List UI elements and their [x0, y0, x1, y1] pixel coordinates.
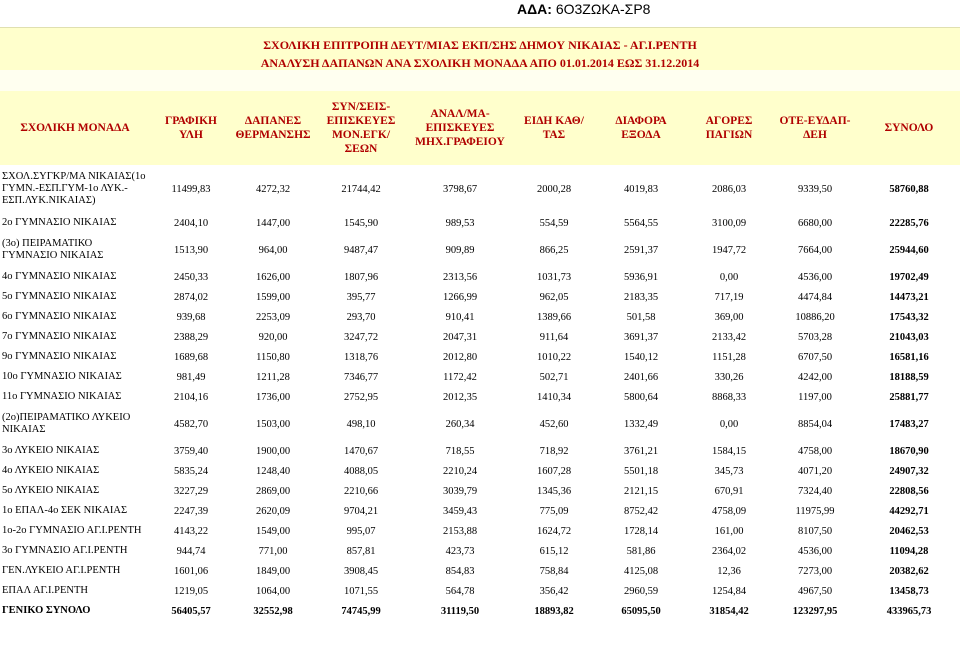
- row-total-cell: 14473,21: [858, 287, 960, 307]
- value-cell: 1151,28: [686, 347, 772, 367]
- value-cell: 909,89: [408, 233, 512, 267]
- value-cell: 2210,24: [408, 461, 512, 481]
- school-name-cell: 2ο ΓΥΜΝΑΣΙΟ ΝΙΚΑΙΑΣ: [0, 213, 150, 233]
- value-cell: 718,92: [512, 441, 596, 461]
- school-name-cell: 5ο ΓΥΜΝΑΣΙΟ ΝΙΚΑΙΑΣ: [0, 287, 150, 307]
- value-cell: 502,71: [512, 367, 596, 387]
- value-cell: 4758,09: [686, 501, 772, 521]
- value-cell: 866,25: [512, 233, 596, 267]
- value-cell: 2012,80: [408, 347, 512, 367]
- row-total-cell: 25881,77: [858, 387, 960, 407]
- table-row: [0, 561, 960, 581]
- value-cell: 2012,35: [408, 387, 512, 407]
- value-cell: 717,19: [686, 287, 772, 307]
- value-cell: 0,00: [686, 407, 772, 441]
- value-cell: 981,49: [150, 367, 232, 387]
- value-cell: 2253,09: [232, 307, 314, 327]
- value-cell: 1513,90: [150, 233, 232, 267]
- value-cell: 964,00: [232, 233, 314, 267]
- value-cell: 8752,42: [596, 501, 686, 521]
- grand-total-sum-cell: 433965,73: [858, 601, 960, 621]
- value-cell: 4474,84: [772, 287, 858, 307]
- value-cell: 4019,83: [596, 165, 686, 213]
- value-cell: 4242,00: [772, 367, 858, 387]
- value-cell: 939,68: [150, 307, 232, 327]
- value-cell: 8868,33: [686, 387, 772, 407]
- value-cell: 5936,91: [596, 267, 686, 287]
- school-name-cell: 1ο-2ο ΓΥΜΝΑΣΙΟ ΑΓ.Ι.ΡΕΝΤΗ: [0, 521, 150, 541]
- value-cell: 2104,16: [150, 387, 232, 407]
- value-cell: 1470,67: [314, 441, 408, 461]
- value-cell: 452,60: [512, 407, 596, 441]
- table-row: [0, 347, 960, 367]
- value-cell: 3759,40: [150, 441, 232, 461]
- value-cell: 2752,95: [314, 387, 408, 407]
- value-cell: 2086,03: [686, 165, 772, 213]
- value-cell: 4536,00: [772, 541, 858, 561]
- value-cell: 330,26: [686, 367, 772, 387]
- ada-label: ΑΔΑ:: [517, 1, 552, 17]
- value-cell: 8107,50: [772, 521, 858, 541]
- value-cell: 1503,00: [232, 407, 314, 441]
- value-cell: 2401,66: [596, 367, 686, 387]
- value-cell: 4758,00: [772, 441, 858, 461]
- value-cell: 5800,64: [596, 387, 686, 407]
- value-cell: 2620,09: [232, 501, 314, 521]
- header-spacer: [0, 70, 960, 91]
- value-cell: 4143,22: [150, 521, 232, 541]
- value-cell: 1624,72: [512, 521, 596, 541]
- value-cell: 1248,40: [232, 461, 314, 481]
- value-cell: 1172,42: [408, 367, 512, 387]
- school-name-cell: ΓΕΝ.ΛΥΚΕΙΟ ΑΓ.Ι.ΡΕΝΤΗ: [0, 561, 150, 581]
- value-cell: 1071,55: [314, 581, 408, 601]
- school-name-cell: (3ο) ΠΕΙΡΑΜΑΤΙΚΟ ΓΥΜΝΑΣΙΟ ΝΙΚΑΙΑΣ: [0, 233, 150, 267]
- table-body: [0, 165, 960, 621]
- value-cell: 501,58: [596, 307, 686, 327]
- school-name-cell: 5ο ΛΥΚΕΙΟ ΝΙΚΑΙΑΣ: [0, 481, 150, 501]
- value-cell: 1849,00: [232, 561, 314, 581]
- value-cell: 857,81: [314, 541, 408, 561]
- school-name-cell: 9ο ΓΥΜΝΑΣΙΟ ΝΙΚΑΙΑΣ: [0, 347, 150, 367]
- value-cell: 2313,56: [408, 267, 512, 287]
- row-total-cell: 22808,56: [858, 481, 960, 501]
- col-misc: ΔΙΑΦΟΡΑ ΕΞΟΔΑ: [596, 91, 686, 165]
- school-name-cell: (2ο)ΠΕΙΡΑΜΑΤΙΚΟ ΛΥΚΕΙΟ ΝΙΚΑΙΑΣ: [0, 407, 150, 441]
- value-cell: 8854,04: [772, 407, 858, 441]
- value-cell: 2247,39: [150, 501, 232, 521]
- row-total-cell: 18670,90: [858, 441, 960, 461]
- value-cell: 2869,00: [232, 481, 314, 501]
- value-cell: 395,77: [314, 287, 408, 307]
- expense-sheet: [0, 27, 960, 621]
- value-cell: 1549,00: [232, 521, 314, 541]
- table-row: [0, 441, 960, 461]
- value-cell: 1332,49: [596, 407, 686, 441]
- table-row: [0, 327, 960, 347]
- value-cell: 1031,73: [512, 267, 596, 287]
- value-cell: 854,83: [408, 561, 512, 581]
- value-cell: 2874,02: [150, 287, 232, 307]
- value-cell: 2591,37: [596, 233, 686, 267]
- row-total-cell: 22285,76: [858, 213, 960, 233]
- value-cell: 1219,05: [150, 581, 232, 601]
- col-office-equipment: ΑΝΑΛ/ΜΑ-ΕΠΙΣΚΕΥΕΣ ΜΗΧ.ΓΡΑΦΕΙΟΥ: [408, 91, 512, 165]
- value-cell: 2133,42: [686, 327, 772, 347]
- table-row: [0, 541, 960, 561]
- value-cell: 1010,22: [512, 347, 596, 367]
- value-cell: 2000,28: [512, 165, 596, 213]
- value-cell: 7346,77: [314, 367, 408, 387]
- col-cleaning: ΕΙΔΗ ΚΑΘ/ΤΑΣ: [512, 91, 596, 165]
- row-total-cell: 16581,16: [858, 347, 960, 367]
- report-header: [0, 27, 960, 70]
- value-cell: 21744,42: [314, 165, 408, 213]
- value-cell: 11499,83: [150, 165, 232, 213]
- value-cell: 1947,72: [686, 233, 772, 267]
- grand-total-value-cell: 74745,99: [314, 601, 408, 621]
- value-cell: 5703,28: [772, 327, 858, 347]
- grand-total-value-cell: 65095,50: [596, 601, 686, 621]
- value-cell: 4967,50: [772, 581, 858, 601]
- value-cell: 7324,40: [772, 481, 858, 501]
- value-cell: 369,00: [686, 307, 772, 327]
- expense-table: [0, 91, 960, 621]
- value-cell: 910,41: [408, 307, 512, 327]
- value-cell: 1389,66: [512, 307, 596, 327]
- value-cell: 3459,43: [408, 501, 512, 521]
- value-cell: 1601,06: [150, 561, 232, 581]
- value-cell: 3227,29: [150, 481, 232, 501]
- value-cell: 554,59: [512, 213, 596, 233]
- row-total-cell: 19702,49: [858, 267, 960, 287]
- value-cell: 4582,70: [150, 407, 232, 441]
- value-cell: 9339,50: [772, 165, 858, 213]
- value-cell: 758,84: [512, 561, 596, 581]
- value-cell: 2364,02: [686, 541, 772, 561]
- value-cell: 1626,00: [232, 267, 314, 287]
- value-cell: 5501,18: [596, 461, 686, 481]
- value-cell: 1064,00: [232, 581, 314, 601]
- table-row: [0, 367, 960, 387]
- committee-title: ΣΧΟΛΙΚΗ ΕΠΙΤΡΟΠΗ ΔΕΥΤ/ΜΙΑΣ ΕΚΠ/ΣΗΣ ΔΗΜΟΥ ΝΙΚΑΙΑΣ - ΑΓ.Ι.ΡΕΝΤΗ: [263, 38, 697, 52]
- col-total: ΣΥΝΟΛΟ: [858, 91, 960, 165]
- table-row: [0, 481, 960, 501]
- value-cell: 7273,00: [772, 561, 858, 581]
- value-cell: 4125,08: [596, 561, 686, 581]
- school-name-cell: ΣΧΟΛ.ΣΥΓΚΡ/ΜΑ ΝΙΚΑΙΑΣ(1ο ΓΥΜΝ.-ΕΣΠ.ΓΥΜ-1ο ΛΥΚ.-ΕΣΠ.ΛΥΚ.ΝΙΚΑΙΑΣ): [0, 165, 150, 213]
- table-row: [0, 407, 960, 441]
- value-cell: 2388,29: [150, 327, 232, 347]
- value-cell: 293,70: [314, 307, 408, 327]
- value-cell: 775,09: [512, 501, 596, 521]
- value-cell: 3908,45: [314, 561, 408, 581]
- school-name-cell: 10ο ΓΥΜΝΑΣΙΟ ΝΙΚΑΙΑΣ: [0, 367, 150, 387]
- grand-total-value-cell: 32552,98: [232, 601, 314, 621]
- value-cell: 11975,99: [772, 501, 858, 521]
- col-fixed-assets: ΑΓΟΡΕΣ ΠΑΓΙΩΝ: [686, 91, 772, 165]
- value-cell: 1254,84: [686, 581, 772, 601]
- table-row: [0, 233, 960, 267]
- col-utilities: ΟΤΕ-ΕΥΔΑΠ-ΔΕΗ: [772, 91, 858, 165]
- value-cell: 581,86: [596, 541, 686, 561]
- table-row: [0, 387, 960, 407]
- value-cell: 161,00: [686, 521, 772, 541]
- value-cell: 615,12: [512, 541, 596, 561]
- value-cell: 3100,09: [686, 213, 772, 233]
- school-name-cell: 3ο ΛΥΚΕΙΟ ΝΙΚΑΙΑΣ: [0, 441, 150, 461]
- school-name-cell: 3ο ΓΥΜΝΑΣΙΟ ΑΓ.Ι.ΡΕΝΤΗ: [0, 541, 150, 561]
- value-cell: 3761,21: [596, 441, 686, 461]
- row-total-cell: 21043,03: [858, 327, 960, 347]
- value-cell: 3798,67: [408, 165, 512, 213]
- value-cell: 1211,28: [232, 367, 314, 387]
- table-header-row: [0, 91, 960, 165]
- school-name-cell: 4ο ΓΥΜΝΑΣΙΟ ΝΙΚΑΙΑΣ: [0, 267, 150, 287]
- value-cell: 2960,59: [596, 581, 686, 601]
- value-cell: 1447,00: [232, 213, 314, 233]
- col-heating: ΔΑΠΑΝΕΣ ΘΕΡΜΑΝΣΗΣ: [232, 91, 314, 165]
- row-total-cell: 17543,32: [858, 307, 960, 327]
- value-cell: 1266,99: [408, 287, 512, 307]
- value-cell: 9704,21: [314, 501, 408, 521]
- school-name-cell: 4ο ΛΥΚΕΙΟ ΝΙΚΑΙΑΣ: [0, 461, 150, 481]
- table-row: [0, 307, 960, 327]
- row-total-cell: 24907,32: [858, 461, 960, 481]
- grand-total-value-cell: 18893,82: [512, 601, 596, 621]
- value-cell: 1599,00: [232, 287, 314, 307]
- value-cell: 771,00: [232, 541, 314, 561]
- value-cell: 498,10: [314, 407, 408, 441]
- value-cell: 4536,00: [772, 267, 858, 287]
- value-cell: 5835,24: [150, 461, 232, 481]
- value-cell: 7664,00: [772, 233, 858, 267]
- value-cell: 3247,72: [314, 327, 408, 347]
- row-total-cell: 18188,59: [858, 367, 960, 387]
- value-cell: 2047,31: [408, 327, 512, 347]
- value-cell: 3039,79: [408, 481, 512, 501]
- value-cell: 1150,80: [232, 347, 314, 367]
- table-row: [0, 213, 960, 233]
- value-cell: 2450,33: [150, 267, 232, 287]
- value-cell: 1689,68: [150, 347, 232, 367]
- row-total-cell: 58760,88: [858, 165, 960, 213]
- table-row: [0, 287, 960, 307]
- value-cell: 345,73: [686, 461, 772, 481]
- value-cell: 944,74: [150, 541, 232, 561]
- grand-total-value-cell: 31854,42: [686, 601, 772, 621]
- col-stationery: ΓΡΑΦΙΚΗ ΥΛΗ: [150, 91, 232, 165]
- value-cell: 2183,35: [596, 287, 686, 307]
- value-cell: 4272,32: [232, 165, 314, 213]
- value-cell: 1728,14: [596, 521, 686, 541]
- value-cell: 0,00: [686, 267, 772, 287]
- value-cell: 6680,00: [772, 213, 858, 233]
- row-total-cell: 13458,73: [858, 581, 960, 601]
- value-cell: 9487,47: [314, 233, 408, 267]
- grand-total-value-cell: 31119,50: [408, 601, 512, 621]
- row-total-cell: 17483,27: [858, 407, 960, 441]
- value-cell: 6707,50: [772, 347, 858, 367]
- value-cell: 2210,66: [314, 481, 408, 501]
- table-row: [0, 581, 960, 601]
- value-cell: 2404,10: [150, 213, 232, 233]
- row-total-cell: 25944,60: [858, 233, 960, 267]
- col-maintenance: ΣΥΝ/ΣΕΙΣ-ΕΠΙΣΚΕΥΕΣ ΜΟΝ.ΕΓΚ/ΣΕΩΝ: [314, 91, 408, 165]
- value-cell: 3691,37: [596, 327, 686, 347]
- school-name-cell: 6ο ΓΥΜΝΑΣΙΟ ΝΙΚΑΙΑΣ: [0, 307, 150, 327]
- value-cell: 10886,20: [772, 307, 858, 327]
- value-cell: 12,36: [686, 561, 772, 581]
- value-cell: 1584,15: [686, 441, 772, 461]
- value-cell: 2121,15: [596, 481, 686, 501]
- grand-total-row: [0, 601, 960, 621]
- value-cell: 1345,36: [512, 481, 596, 501]
- table-row: [0, 267, 960, 287]
- col-school: ΣΧΟΛΙΚΗ ΜΟΝΑΔΑ: [0, 91, 150, 165]
- row-total-cell: 20382,62: [858, 561, 960, 581]
- table-row: [0, 461, 960, 481]
- grand-total-label: ΓΕΝΙΚΟ ΣΥΝΟΛΟ: [0, 601, 150, 621]
- value-cell: 920,00: [232, 327, 314, 347]
- table-row: [0, 165, 960, 213]
- row-total-cell: 11094,28: [858, 541, 960, 561]
- value-cell: 995,07: [314, 521, 408, 541]
- value-cell: 1545,90: [314, 213, 408, 233]
- value-cell: 564,78: [408, 581, 512, 601]
- school-name-cell: 1ο ΕΠΑΛ-4ο ΣΕΚ ΝΙΚΑΙΑΣ: [0, 501, 150, 521]
- school-name-cell: ΕΠΑΛ ΑΓ.Ι.ΡΕΝΤΗ: [0, 581, 150, 601]
- table-row: [0, 521, 960, 541]
- value-cell: 1736,00: [232, 387, 314, 407]
- value-cell: 989,53: [408, 213, 512, 233]
- grand-total-value-cell: 123297,95: [772, 601, 858, 621]
- value-cell: 1540,12: [596, 347, 686, 367]
- value-cell: 1197,00: [772, 387, 858, 407]
- value-cell: 962,05: [512, 287, 596, 307]
- value-cell: 4088,05: [314, 461, 408, 481]
- value-cell: 2153,88: [408, 521, 512, 541]
- ada-banner: [0, 0, 960, 20]
- value-cell: 1807,96: [314, 267, 408, 287]
- ada-code: 6Ο3ΖΩΚΑ-ΣΡ8: [555, 1, 651, 17]
- report-title: ΑΝΑΛΥΣΗ ΔΑΠΑΝΩΝ ΑΝΑ ΣΧΟΛΙΚΗ ΜΟΝΑΔΑ ΑΠΟ 01.01.2014 ΕΩΣ 31.12.2014: [260, 56, 700, 70]
- value-cell: 1900,00: [232, 441, 314, 461]
- value-cell: 1318,76: [314, 347, 408, 367]
- value-cell: 4071,20: [772, 461, 858, 481]
- table-row: [0, 501, 960, 521]
- value-cell: 670,91: [686, 481, 772, 501]
- value-cell: 423,73: [408, 541, 512, 561]
- value-cell: 5564,55: [596, 213, 686, 233]
- value-cell: 1410,34: [512, 387, 596, 407]
- value-cell: 911,64: [512, 327, 596, 347]
- row-total-cell: 20462,53: [858, 521, 960, 541]
- school-name-cell: 7ο ΓΥΜΝΑΣΙΟ ΝΙΚΑΙΑΣ: [0, 327, 150, 347]
- grand-total-value-cell: 56405,57: [150, 601, 232, 621]
- value-cell: 260,34: [408, 407, 512, 441]
- value-cell: 356,42: [512, 581, 596, 601]
- school-name-cell: 11ο ΓΥΜΝΑΣΙΟ ΝΙΚΑΙΑΣ: [0, 387, 150, 407]
- row-total-cell: 44292,71: [858, 501, 960, 521]
- value-cell: 1607,28: [512, 461, 596, 481]
- value-cell: 718,55: [408, 441, 512, 461]
